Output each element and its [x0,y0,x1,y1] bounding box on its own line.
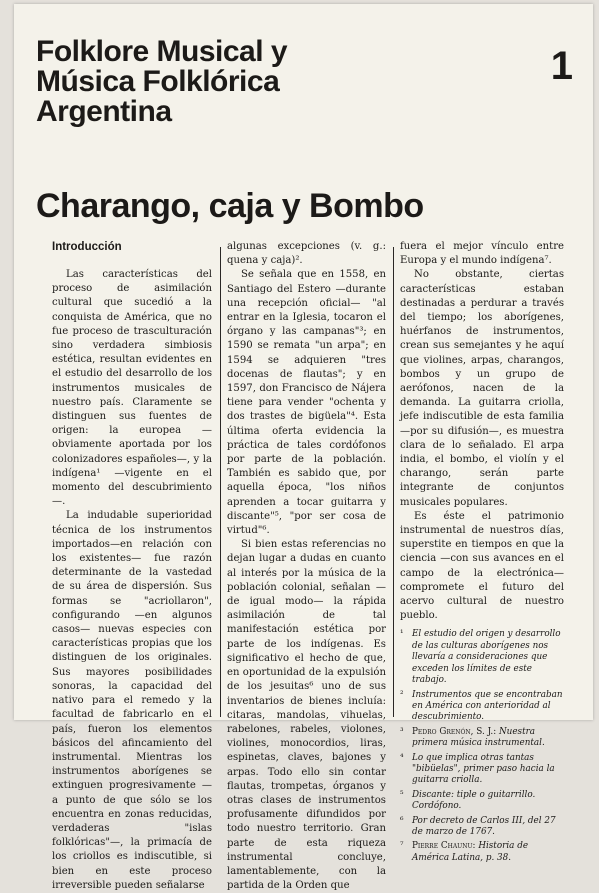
footnote [400,790,564,813]
title-line-3: Argentina [36,95,172,128]
paragraph: Se señala que en 1558, en Santiago del Estero —durante una recepción oficial— "al entrar en la Iglesia, tocaron el órgano y las campanas"³; en 1590 se remata "un arpa"; en 1594 se adquieren "tres docenas de flautas"; y en 1597, don Francisco de Nájera tiene para vender "ochenta y dos trastes de bigüela"⁴. Esta última oferta evidencia la práctica de tales cordófonos por parte de la población. También es sabido que, por aquella época, "los niños aprenden a tocar guitarra y discante"⁵, "por ser cosa de virtud"⁶. [227,269,386,537]
footnote-text [412,841,564,864]
footnote-author: Pedro Grenón, S. J.: [412,726,497,737]
paragraph: fuera el mejor vínculo entre Europa y el mundo indígena⁷. [400,241,564,267]
footnote-number: ² [400,689,404,700]
footnote [400,816,564,839]
footnote [400,753,564,787]
footnote-text [412,727,564,750]
paragraph: Si bien estas referencias no dejan lugar a dudas en cuanto al interés por la música de la población colonial, señalan —de igual modo— la rápida asimilación de tal manifestación estética por parte de los indígenas. Es significativo el hecho de que, en oportunidad de la expulsión de los jesuitas⁶ uno de sus inventarios de bienes incluía: citaras, mandolas, vihuelas, rabelones, rabeles, violones, violines, monocordios, liras, espinetas, claves, bajones y arpas. Todo ello sin contar flautas, trompetas, órganos y otras clases de instrumentos profusamente difundidos por todo nuestro territorio. Gran parte de esta riqueza instrumental concluye, lamentablemente, con la partida de la Orden que [227,539,386,892]
paragraph: algunas excepciones (v. g.: quena y caja)². [227,241,386,267]
footnote-number: ⁴ [400,752,404,763]
main-title [36,37,287,127]
text-column-2 [227,240,386,893]
text-column-1 [52,240,212,893]
paragraph: Es éste el patrimonio instrumental de nuestros días, superstite en tiempos en que la ciencia —con sus avances en el campo de la electrónica— compromete el futuro del acervo cultural de nuestro pueblo. [400,510,564,622]
column-divider-2 [393,247,394,717]
footnote-text: Por decreto de Carlos III, del 27 de marzo de 1767. [412,815,556,837]
footnote [400,629,564,686]
title-line-2: Música Folklórica [36,65,280,98]
footnote-title: Historia de América Latina, p. 38. [412,841,529,863]
book-page [14,4,593,892]
footnote-number: ⁵ [400,789,404,800]
chapter-subtitle: Charango, caja y Bombo [36,187,424,225]
text-column-3 [400,240,564,867]
footnote-text: Lo que implica otras tantas "bibüelas", primer paso hacia la guitarra criolla. [412,752,555,786]
section-heading: Introducción [52,241,122,253]
footnote-number: ¹ [400,629,404,640]
chapter-number: 1 [550,44,573,88]
title-line-1: Folklore Musical y [36,35,288,68]
footnote-number: ³ [400,726,404,737]
footnote [400,727,564,750]
footnote-author: Pierre Chaunu: [412,841,476,852]
footnote-text: El estudio del origen y desarrollo de las culturas aborígenes nos llevaría a consideraciones que exceden los límites de este trabajo. [412,629,561,686]
paragraph: La indudable superioridad técnica de los instrumentos importados—en relación con los existentes— fue razón determinante de la vastedad de su área de dispersión. Sus formas se "acriollaron", configurando —en algunos casos— nuevas especies con características propias que los distinguen de los originales. Sus mayores posibilidades sonoras, la capacidad del nativo para el remedo y la facultad de fabricarlo en el país, fueron los elementos básicos del afincamiento del instrumental. Mientras los instrumentos aborígenes se extinguen progresivamente —a punto de que sólo se los encuentra en zonas reducidas, verdaderas "islas folklóricas"—, la primacía de los criollos es indiscutible, si bien en este proceso irreversible pueden señalarse [52,510,212,891]
footnote-number: ⁶ [400,815,404,826]
footnote-text: Discante: tiple o guitarrillo. Cordófono. [412,789,536,812]
column-divider-1 [220,247,221,717]
footnote-number: ⁷ [400,841,404,852]
paragraph: No obstante, ciertas características estaban destinadas a perdurar a través del tiempo; los aborígenes, huérfanos de instrumentos, crean sus semejantes y he aquí que violines, arpas, charangos, bombos y un grupo de aerófonos, nacen de la demanda. La guitarra criolla, jefe indiscutible de esta familia —por su difusión—, es muestra clara de lo señalado. El arpa india, el bombo, el violín y el charango, serán parte integrante de conjuntos musicales populares. [400,269,564,508]
footnote [400,690,564,724]
footnote-title: Nuestra primera música instrumental. [412,726,545,749]
footnote [400,841,564,864]
footnotes [400,629,564,864]
footnote-text: Instrumentos que se encontraban en América con anterioridad al descubrimiento. [412,689,563,723]
paragraph: Las características del proceso de asimilación cultural que sucedió a la conquista de América, que no fue proceso de trasculturación sino verdadera simbiosis estética, resultan evidentes en el estudio del desarrollo de los instrumentos musicales de nuestro país. Claramente se distinguen sus fuentes de origen: la europea —obviamente aportada por los colonizadores españoles—, y la indígena¹ —vigente en el momento del descubrimiento—. [52,269,212,508]
